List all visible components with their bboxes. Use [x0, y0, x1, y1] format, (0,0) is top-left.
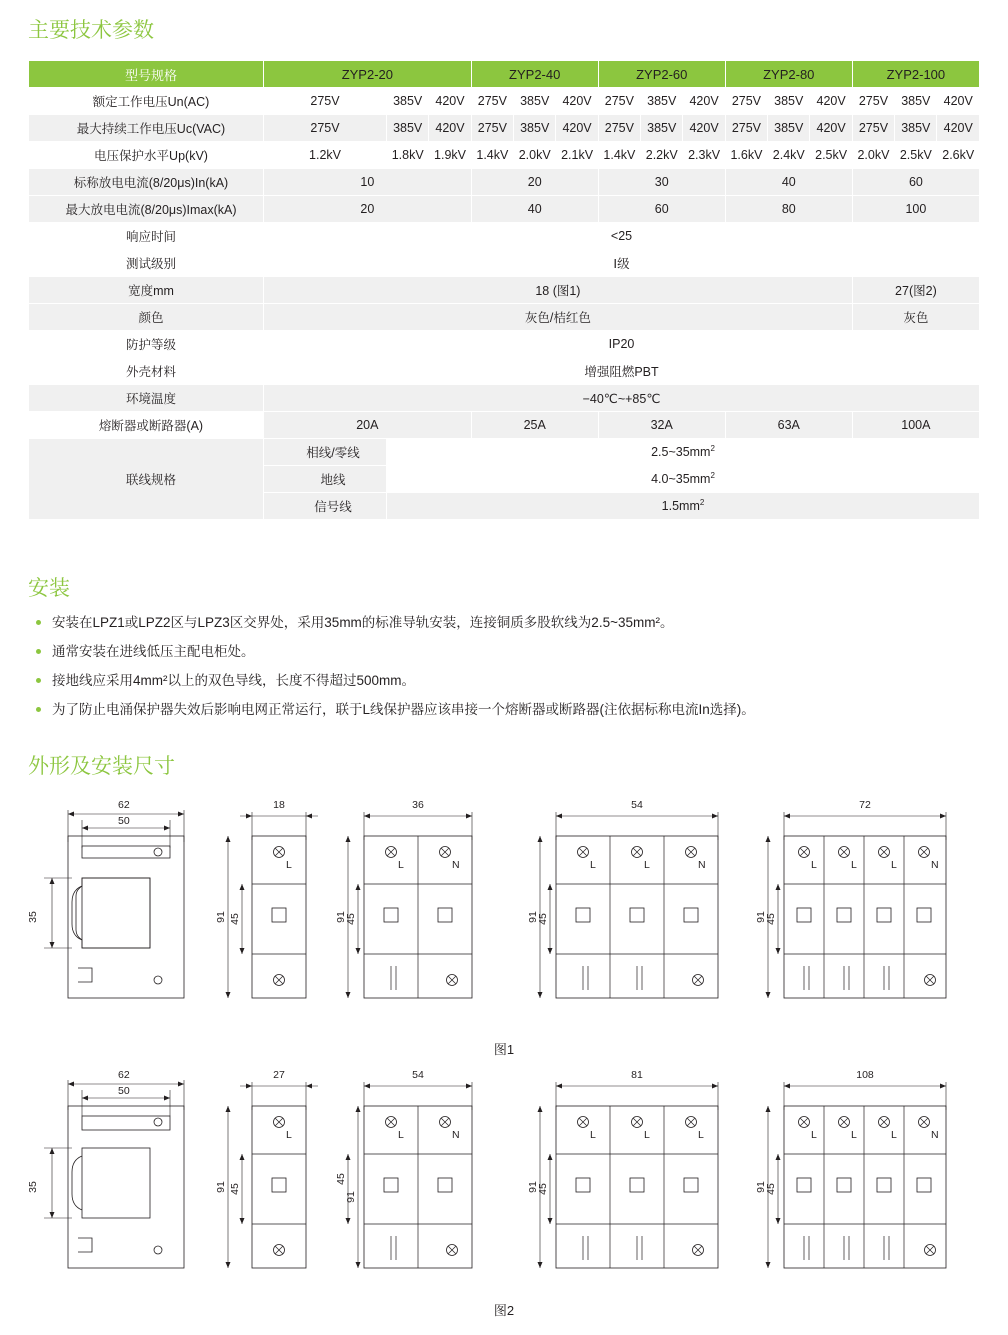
cell: 1.6kV	[725, 142, 767, 169]
cell: 385V	[514, 88, 556, 115]
pole-label-L: L	[644, 859, 650, 871]
cell: IP20	[264, 331, 980, 358]
cell: 275V	[264, 88, 387, 115]
col-header-zyp2-80: ZYP2-80	[725, 61, 852, 88]
pole-label-L: L	[811, 859, 817, 871]
cell: 63A	[725, 412, 852, 439]
row-label-wiring: 联线规格	[29, 439, 264, 520]
cell: 275V	[264, 115, 387, 142]
dim-label-91: 91	[527, 1181, 539, 1193]
cell: 420V	[937, 115, 980, 142]
dim-label-50: 50	[118, 815, 130, 827]
fig1-front-view	[27, 799, 184, 998]
cell: 20	[471, 169, 598, 196]
cell: 27(图2)	[852, 277, 979, 304]
col-header-zyp2-20: ZYP2-20	[264, 61, 472, 88]
dim-label-91: 91	[215, 911, 227, 923]
cell: 100	[852, 196, 979, 223]
superscript: 2	[699, 498, 705, 508]
cell: 420V	[810, 88, 852, 115]
dim-label-27: 27	[273, 1069, 285, 1081]
dim-label-45: 45	[765, 913, 777, 925]
row-label-up: 电压保护水平Up(kV)	[29, 142, 264, 169]
cell: 420V	[683, 115, 725, 142]
cell: 2.2kV	[641, 142, 683, 169]
cell: 420V	[429, 88, 471, 115]
fig1-module-2p	[335, 799, 472, 998]
cell: 275V	[852, 88, 894, 115]
cell: 275V	[471, 115, 513, 142]
superscript: 2	[710, 444, 715, 454]
fig1-module-4p	[755, 799, 946, 998]
table-row	[29, 304, 980, 331]
dim-label-91: 91	[527, 911, 539, 923]
cell: 275V	[725, 88, 767, 115]
cell: 275V	[852, 115, 894, 142]
fig1-module-1p	[215, 799, 318, 998]
row-label-testclass: 测试级别	[29, 250, 264, 277]
cell: 2.6kV	[937, 142, 980, 169]
list-item: 为了防止电涌保护器失效后影响电网正常运行，联于L线保护器应该串接一个熔断器或断路器(注依据标称电流In选择)。	[36, 695, 755, 724]
fig2-front-view	[27, 1069, 184, 1268]
row-label-shell: 外壳材料	[29, 358, 264, 385]
cell: 385V	[895, 115, 937, 142]
cell: 80	[725, 196, 852, 223]
cell: 2.4kV	[768, 142, 810, 169]
table-row	[29, 439, 980, 466]
dim-label-62: 62	[118, 1069, 130, 1081]
pole-label-N: N	[931, 1129, 939, 1141]
cell: 灰色	[852, 304, 979, 331]
wiring-item-ground: 地线	[264, 466, 387, 493]
row-label-un: 额定工作电压Un(AC)	[29, 88, 264, 115]
cell: 20	[264, 196, 472, 223]
table-row	[29, 331, 980, 358]
table-row	[29, 358, 980, 385]
cell: 40	[725, 169, 852, 196]
wiring-item-phase: 相线/零线	[264, 439, 387, 466]
cell: 420V	[937, 88, 980, 115]
cell: 420V	[683, 88, 725, 115]
col-header-model: 型号规格	[29, 61, 264, 88]
pole-label-N: N	[698, 859, 706, 871]
cell: 灰色/桔红色	[264, 304, 853, 331]
cell: −40℃~+85℃	[264, 385, 980, 412]
table-row	[29, 88, 980, 115]
spec-table	[28, 60, 980, 520]
pole-label-L: L	[891, 1129, 897, 1141]
row-label-in: 标称放电电流(8/20μs)In(kA)	[29, 169, 264, 196]
row-label-fuse: 熔断器或断路器(A)	[29, 412, 264, 439]
pole-label-N: N	[452, 859, 460, 871]
cell: Ⅰ级	[264, 250, 980, 277]
col-header-zyp2-60: ZYP2-60	[598, 61, 725, 88]
row-label-uc: 最大持续工作电压Uc(VAC)	[29, 115, 264, 142]
pole-label-L: L	[891, 859, 897, 871]
dim-label-91: 91	[335, 911, 347, 923]
table-row	[29, 250, 980, 277]
table-row	[29, 169, 980, 196]
pole-label-L: L	[851, 1129, 857, 1141]
dim-label-54: 54	[412, 1069, 424, 1081]
table-row	[29, 115, 980, 142]
col-header-zyp2-40: ZYP2-40	[471, 61, 598, 88]
table-row	[29, 196, 980, 223]
fig2-module-2p	[335, 1069, 472, 1268]
figure-2-drawing	[0, 1064, 1008, 1296]
pole-label-L: L	[698, 1129, 704, 1141]
cell: 385V	[641, 88, 683, 115]
installation-bullet-list	[36, 608, 755, 724]
cell: 2.0kV	[852, 142, 894, 169]
cell: 385V	[387, 115, 429, 142]
cell: 20A	[264, 412, 472, 439]
cell: 32A	[598, 412, 725, 439]
cell: 40	[471, 196, 598, 223]
dim-label-35: 35	[27, 911, 39, 923]
cell: 2.3kV	[683, 142, 725, 169]
fig2-module-1p	[215, 1069, 318, 1268]
table-row	[29, 142, 980, 169]
dim-label-91: 91	[755, 1181, 767, 1193]
figure-1-caption: 图1	[493, 1042, 515, 1057]
cell	[387, 439, 980, 466]
cell: 1.4kV	[471, 142, 513, 169]
cell: 1.9kV	[429, 142, 471, 169]
dim-label-54: 54	[631, 799, 643, 811]
dim-label-108: 108	[856, 1069, 874, 1081]
figure-1-drawing	[0, 790, 1008, 1035]
cell: 30	[598, 169, 725, 196]
table-row	[29, 385, 980, 412]
pole-label-L: L	[851, 859, 857, 871]
pole-label-L: L	[286, 1129, 292, 1141]
cell: 385V	[895, 88, 937, 115]
row-label-response: 响应时间	[29, 223, 264, 250]
cell: 18 (图1)	[264, 277, 853, 304]
cell: 1.2kV	[264, 142, 387, 169]
cell: 420V	[810, 115, 852, 142]
cell: 2.5kV	[810, 142, 852, 169]
dim-label-45: 45	[229, 1183, 241, 1195]
dim-label-91: 91	[215, 1181, 227, 1193]
dim-label-45: 45	[765, 1183, 777, 1195]
cell: 275V	[598, 88, 640, 115]
page-title-parameters: 主要技术参数	[28, 19, 154, 42]
row-label-color: 颜色	[29, 304, 264, 331]
dim-label-18: 18	[273, 799, 285, 811]
pole-label-N: N	[452, 1129, 460, 1141]
cell: <25	[264, 223, 980, 250]
dimension-figures	[0, 790, 1008, 1319]
dim-label-45: 45	[345, 913, 357, 925]
cell: 275V	[725, 115, 767, 142]
cell: 2.5kV	[895, 142, 937, 169]
pole-label-L: L	[590, 1129, 596, 1141]
table-row	[29, 412, 980, 439]
cell: 420V	[429, 115, 471, 142]
cell	[387, 466, 980, 493]
row-label-temp: 环境温度	[29, 385, 264, 412]
cell: 60	[598, 196, 725, 223]
cell: 385V	[641, 115, 683, 142]
list-item: 安装在LPZ1或LPZ2区与LPZ3区交界处，采用35mm的标准导轨安装，连接铜质多股软线为2.5~35mm²。	[36, 608, 755, 637]
dim-label-45: 45	[335, 1173, 347, 1185]
table-row	[29, 223, 980, 250]
row-label-width: 宽度mm	[29, 277, 264, 304]
wiring-item-signal: 信号线	[264, 493, 387, 520]
dim-label-91: 91	[755, 911, 767, 923]
cell: 385V	[514, 115, 556, 142]
fig1-module-3p	[527, 799, 718, 998]
list-item: 接地线应采用4mm²以上的双色导线，长度不得超过500mm。	[36, 666, 755, 695]
wiring-value: 1.5mm	[661, 499, 700, 514]
pole-label-L: L	[286, 859, 292, 871]
dim-label-45: 45	[537, 913, 549, 925]
cell: 增强阻燃PBT	[264, 358, 980, 385]
superscript: 2	[710, 471, 715, 481]
cell: 2.1kV	[556, 142, 598, 169]
cell: 25A	[471, 412, 598, 439]
dim-label-91: 91	[345, 1191, 357, 1203]
cell: 10	[264, 169, 472, 196]
dim-label-62: 62	[118, 799, 130, 811]
cell	[387, 493, 980, 520]
pole-label-L: L	[590, 859, 596, 871]
dim-label-50: 50	[118, 1085, 130, 1097]
figure-2-caption: 图2	[493, 1303, 515, 1318]
cell: 275V	[598, 115, 640, 142]
cell: 275V	[471, 88, 513, 115]
page-title-dimensions: 外形及安装尺寸	[28, 755, 175, 778]
wiring-value: 4.0~35mm	[651, 472, 711, 487]
dim-label-45: 45	[229, 913, 241, 925]
cell: 1.4kV	[598, 142, 640, 169]
cell: 385V	[768, 88, 810, 115]
cell: 420V	[556, 88, 598, 115]
cell: 60	[852, 169, 979, 196]
cell: 2.0kV	[514, 142, 556, 169]
pole-label-L: L	[644, 1129, 650, 1141]
table-header-row	[29, 61, 980, 88]
fig2-module-3p	[527, 1069, 718, 1268]
row-label-ip: 防护等级	[29, 331, 264, 358]
pole-label-N: N	[931, 859, 939, 871]
cell: 385V	[387, 88, 429, 115]
pole-label-L: L	[398, 1129, 404, 1141]
cell: 100A	[852, 412, 979, 439]
pole-label-L: L	[398, 859, 404, 871]
dim-label-36: 36	[412, 799, 424, 811]
dim-label-45: 45	[537, 1183, 549, 1195]
dim-label-72: 72	[859, 799, 871, 811]
cell: 420V	[556, 115, 598, 142]
fig2-module-4p	[755, 1069, 946, 1268]
row-label-imax: 最大放电电流(8/20μs)Imax(kA)	[29, 196, 264, 223]
page-title-installation: 安装	[28, 577, 70, 600]
dim-label-35: 35	[27, 1181, 39, 1193]
col-header-zyp2-100: ZYP2-100	[852, 61, 979, 88]
cell: 1.8kV	[387, 142, 429, 169]
list-item: 通常安装在进线低压主配电柜处。	[36, 637, 755, 666]
wiring-value: 2.5~35mm	[651, 445, 711, 460]
table-row	[29, 277, 980, 304]
pole-label-L: L	[811, 1129, 817, 1141]
cell: 385V	[768, 115, 810, 142]
dim-label-81: 81	[631, 1069, 643, 1081]
